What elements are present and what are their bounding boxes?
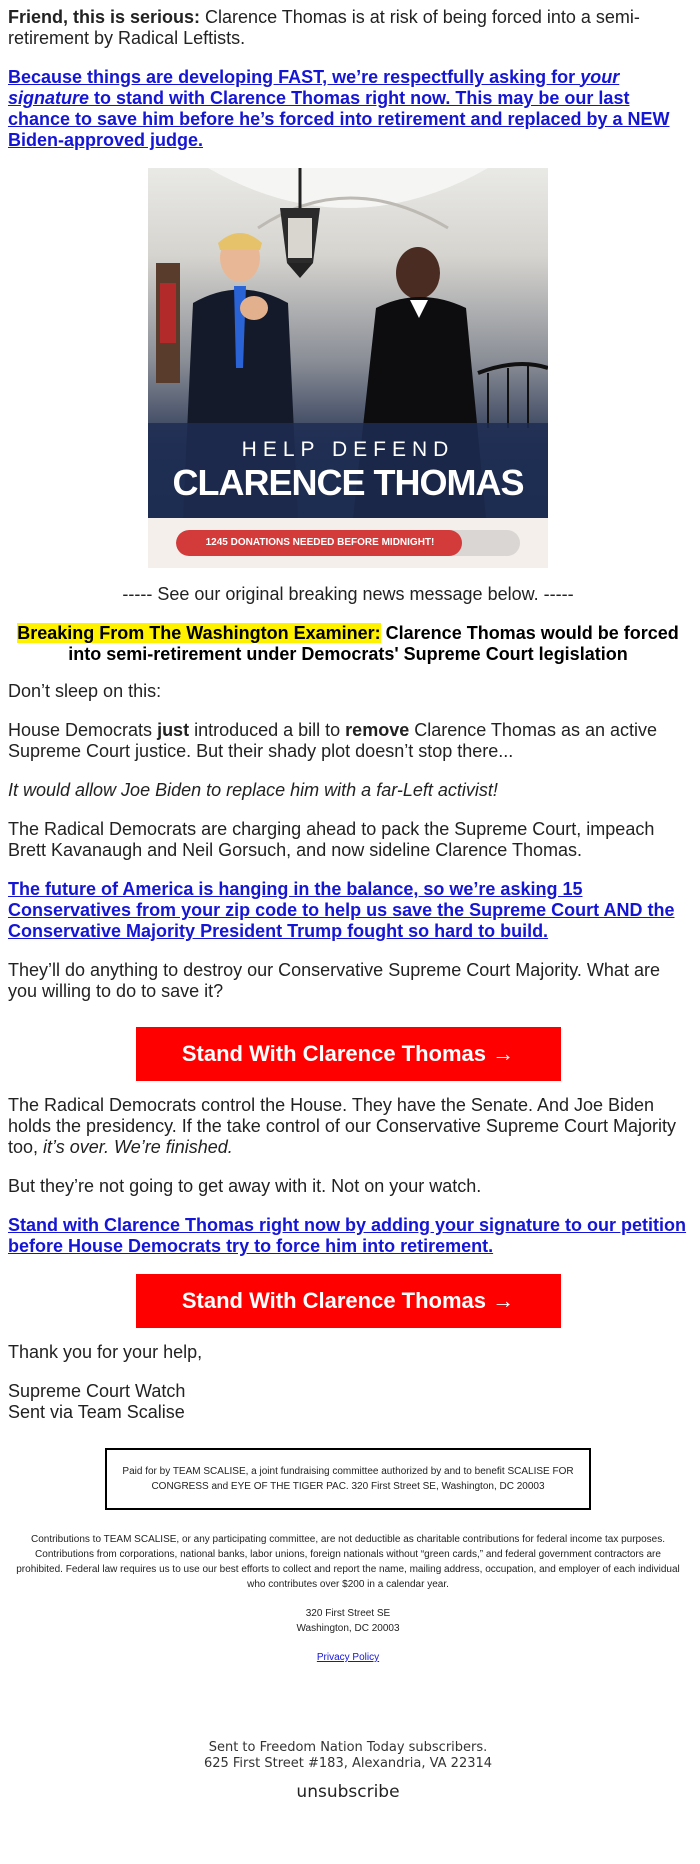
hero-photo bbox=[148, 168, 548, 518]
signature-link-italic: your signature bbox=[8, 67, 620, 108]
footer-address: 625 First Street #183, Alexandria, VA 22314 bbox=[203, 1756, 493, 1771]
stand-with-button[interactable]: Stand With Clarence Thomas → bbox=[136, 1027, 561, 1081]
address-line1: 320 First Street SE bbox=[305, 1608, 391, 1619]
control-text-italic: it’s over. We’re finished. bbox=[43, 1137, 233, 1157]
breaking-source-highlight: Breaking From The Washington Examiner: bbox=[17, 623, 381, 643]
radical-paragraph: The Radical Democrats are charging ahead to pack the Supreme Court, impeach Brett Kavanaugh and Neil Gorsuch, and now sideline Clarence Thomas. bbox=[8, 819, 655, 860]
signoff-org: Supreme Court Watch bbox=[8, 1381, 186, 1401]
email-body bbox=[0, 7, 696, 1802]
future-link-paragraph bbox=[8, 879, 688, 942]
bill-text-remove: remove bbox=[345, 720, 410, 740]
unsubscribe-link[interactable]: unsubscribe bbox=[296, 1782, 400, 1802]
petition-link[interactable]: Stand with Clarence Thomas right now by adding your signature to our petition before House Democrats try to force him into retirement. bbox=[8, 1215, 687, 1256]
breaking-headline bbox=[8, 623, 688, 665]
intro-text: Clarence Thomas is at risk of being forced into a semi-retirement by Radical Leftists. bbox=[8, 7, 640, 48]
signature-link[interactable] bbox=[8, 67, 670, 150]
hero-subtitle: HELP DEFEND bbox=[241, 438, 455, 461]
signature-link-paragraph bbox=[8, 67, 688, 151]
signature-link-part1: Because things are developing FAST, we’re respectfully asking for bbox=[8, 67, 581, 87]
bill-text-e: Clarence Thomas as an active Supreme Court justice. But their shady plot doesn’t stop there... bbox=[8, 720, 658, 761]
bill-text-a: House Democrats bbox=[8, 720, 158, 740]
italic-paragraph: It would allow Joe Biden to replace him with a far-Left activist! bbox=[8, 780, 498, 800]
privacy-policy-link[interactable]: Privacy Policy bbox=[316, 1652, 380, 1663]
control-paragraph bbox=[8, 1095, 688, 1158]
donation-progress-label: 1245 DONATIONS NEEDED BEFORE MIDNIGHT! bbox=[205, 537, 435, 548]
not-on-watch-paragraph: But they’re not going to get away with it. Not on your watch. bbox=[8, 1176, 482, 1196]
breaking-headline-text: Clarence Thomas would be forced into semi-retirement under Democrats' Supreme Court legislation bbox=[68, 623, 679, 664]
bill-text-c: introduced a bill to bbox=[189, 720, 346, 740]
paid-for-box bbox=[105, 1448, 591, 1510]
intro-paragraph bbox=[8, 7, 688, 49]
divider-text: ----- See our original breaking news message below. ----- bbox=[122, 584, 574, 604]
donation-progress-bar bbox=[176, 530, 520, 556]
signoff-via: Sent via Team Scalise bbox=[8, 1402, 185, 1422]
dont-sleep-paragraph: Don’t sleep on this: bbox=[8, 681, 162, 701]
disclaimer-text: Contributions to TEAM SCALISE, or any participating committee, are not deductible as charitable contributions for federal income tax purposes. Contributions from corporations, national banks, labor unions, foreign nationals without “green cards,” and federal government contractors are prohibited. Federal law requires us to use our best efforts to collect and report the name, mailing address, occupation, and employer of each individual who contributes over $200 in a calendar year. bbox=[16, 1534, 680, 1590]
paid-for-text: Paid for by TEAM SCALISE, a joint fundraising committee authorized by and to benefit SCALISE FOR CONGRESS and EYE OF THE TIGER PAC. 320 First Street SE, Washington, DC 20003 bbox=[122, 1466, 574, 1492]
stand-with-button-2[interactable]: Stand With Clarence Thomas → bbox=[136, 1274, 561, 1328]
signature-link-part2: to stand with Clarence Thomas right now. This may be our last chance to save him before he’s forced into retirement and replaced by a NEW Biden-approved judge. bbox=[8, 88, 670, 150]
anything-paragraph: They’ll do anything to destroy our Conservative Supreme Court Majority. What are you willing to do to save it? bbox=[8, 960, 660, 1001]
petition-link-paragraph bbox=[8, 1215, 688, 1257]
future-link[interactable]: The future of America is hanging in the balance, so we’re asking 15 Conservatives from your zip code to help us save the Supreme Court AND the Conservative Majority President Trump fought so hard to build. bbox=[8, 879, 675, 941]
thanks-text: Thank you for your help, bbox=[8, 1342, 203, 1362]
intro-lead: Friend, this is serious: bbox=[8, 7, 201, 27]
hero-title: CLARENCE THOMAS bbox=[172, 462, 524, 503]
control-text: The Radical Democrats control the House. They have the Senate. And Joe Biden holds the presidency. If the take control of our Conservative Supreme Court Majority too, bbox=[8, 1095, 676, 1157]
address-line2: Washington, DC 20003 bbox=[296, 1623, 400, 1634]
hero-image[interactable] bbox=[148, 168, 548, 568]
bill-paragraph bbox=[8, 720, 688, 762]
bill-text-just: just bbox=[157, 720, 190, 740]
footer-sent-to: Sent to Freedom Nation Today subscribers. bbox=[208, 1740, 488, 1755]
